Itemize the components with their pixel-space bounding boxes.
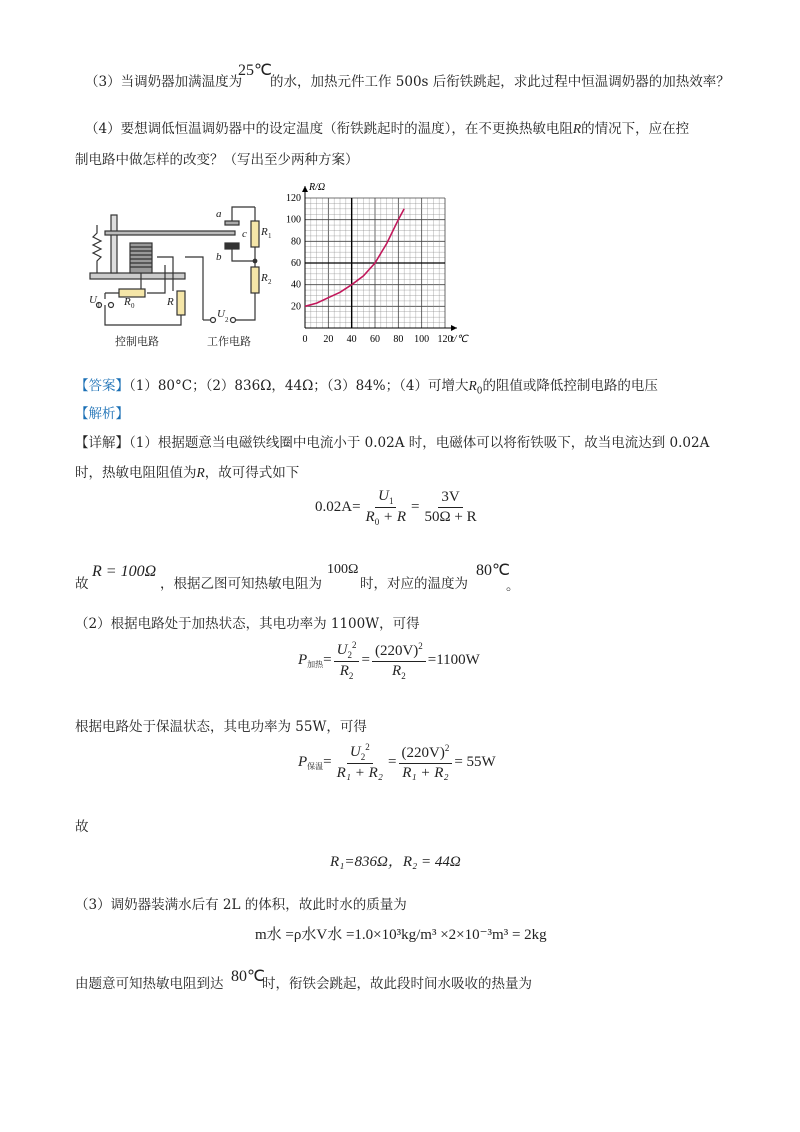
y-tick-label: 100 (286, 214, 301, 226)
label-r2: R (261, 272, 268, 284)
eq1-den1a: R (365, 509, 375, 525)
caption-control-circuit: 控制电路 (115, 335, 159, 348)
part-3-text: （3）调奶器装满水后有 2L 的体积，故此时水的质量为 (75, 897, 407, 913)
detail-tag: 【详解】 (75, 435, 129, 451)
x-tick-label: 20 (323, 334, 334, 345)
y-axis-arrow (302, 186, 308, 192)
analysis-tag: 【解析】 (75, 406, 129, 422)
q4-var-r: R (572, 121, 582, 136)
eq2-result: =1100W (427, 652, 480, 668)
eq2-p: P (298, 652, 308, 668)
x-tick-label: 60 (370, 334, 380, 345)
detail-text-2b: ，故可得式如下 (204, 465, 300, 481)
conclusion-1-temp: 80℃ (476, 562, 510, 579)
answer-line (75, 374, 658, 397)
eq4-r1: R₁=836Ω， (330, 854, 403, 870)
eq2-fraction-2: $\frac{(220V)^2}{R_2}$ (372, 641, 426, 681)
conclusion-1-mid2: 时，对应的温度为 (360, 576, 468, 592)
q3-rest: 的水，加热元件工作 500s 后衔铁跳起，求此过程中恒温调奶器的加热效率？ (270, 74, 730, 90)
label-r: R (167, 296, 174, 308)
part-2-text: （2）根据电路处于加热状态，其电功率为 1100W，可得 (75, 616, 420, 632)
gu-text: 故 (75, 819, 89, 835)
eq1-num1: U (378, 488, 389, 504)
detail-text-1: （1）根据题意当电磁铁线圈中电流小于 0.02A 时，电磁体可以将衔铁吸下，故当电流达到 0.02A (129, 435, 710, 451)
equation-2 (298, 640, 480, 681)
spring-icon (93, 225, 101, 273)
eq2-num2: (220V) (374, 642, 419, 659)
label-r2-sub: 2 (268, 278, 272, 286)
eq1-lhs: 0.02A= (315, 499, 361, 515)
eq1-fraction-1 (363, 488, 409, 527)
eq1-num2: 3V (438, 489, 462, 508)
detail-line1 (75, 431, 709, 451)
eq3-num1-sub: 2 (360, 752, 366, 762)
detail-text-2a: 时，热敏电阻阻值为 (75, 465, 197, 481)
label-u2: U (217, 308, 225, 320)
eq2-den1: R (339, 663, 349, 679)
q3-temperature: 25℃ (238, 62, 272, 79)
conclusion-1-end: 。 (506, 578, 520, 594)
question-4-line1 (85, 117, 689, 137)
q4-text-a: （4）要想调低恒温调奶器中的设定温度（衔铁跳起时的温度），在不更换热敏电阻 (85, 121, 573, 137)
eq3-num1: U (349, 744, 361, 760)
eq3-den1: R₁ + R₂ (336, 765, 384, 781)
question-3 (85, 70, 242, 90)
eq1-den1-sub: 0 (374, 517, 380, 527)
last-line-pre: 由题意可知热敏电阻到达 (75, 976, 224, 992)
label-b: b (216, 251, 222, 263)
y-axis-label: R/Ω (309, 182, 326, 193)
y-tick-label: 20 (291, 301, 301, 313)
x-axis-arrow (451, 325, 457, 331)
eq1-den2: 50Ω + R (424, 509, 477, 525)
eq1-den1b: + R (379, 509, 407, 525)
label-r1-sub: 1 (268, 232, 272, 240)
x-tick-label: 100 (414, 334, 430, 345)
conclusion-1-val: 100Ω (327, 562, 359, 577)
eq3-p: P (298, 753, 308, 770)
eq2-num1: U (336, 642, 348, 658)
y-tick-label: 120 (286, 193, 301, 204)
circuit-diagram (85, 195, 295, 355)
label-a: a (216, 208, 222, 220)
resistance-temperature-chart (280, 180, 480, 355)
eq3-num2: (220V) (401, 744, 445, 761)
equation-1 (315, 488, 482, 527)
answer-text: （1）80°C；（2）836Ω，44Ω；（3）84%；（4）可增大 (129, 378, 469, 394)
answer-var-sub: 0 (476, 386, 483, 397)
eq2-fraction-1: $\frac{U_2^2}{R_2}$ (334, 640, 360, 681)
equation-3: P $_{保温}$ = $\frac{U_2^2}{\text{R₁ + R₂}}$ = $\frac{(220V)^2}{\text{R₁ + R₂}}$ = 55W (298, 742, 496, 781)
eq1-num1-sub: 1 (388, 496, 394, 506)
equation-5: m水 =ρ水V水 =1.0×10³kg/m³ ×2×10⁻³m³ = 2kg (255, 927, 547, 943)
answer-var: R (468, 378, 477, 393)
x-tick-label: 120 (437, 334, 453, 345)
eq4-r2: R₂ = 44Ω (402, 854, 461, 870)
caption-work-circuit: 工作电路 (207, 335, 251, 348)
eq2-den2: R (392, 662, 402, 679)
x-tick-label: 80 (393, 334, 404, 345)
x-axis-label: t/℃ (451, 334, 468, 345)
eq3-p-sub: 保温 (307, 761, 324, 771)
eq2-p-sub: 加热 (307, 660, 324, 669)
q4-text-b: 的情况下，应在控 (581, 121, 690, 137)
label-c: c (242, 228, 247, 240)
label-u1: U (89, 294, 97, 306)
equation-4 (330, 850, 461, 871)
question-4-line2: 制电路中做怎样的改变？（写出至少两种方案） (75, 152, 359, 168)
detail-var-r: R (196, 465, 205, 480)
conclusion-1-mid: ，根据乙图可知热敏电阻为 (160, 576, 322, 592)
answer-text-2: 的阻值或降低控制电路的电压 (482, 378, 658, 394)
eq1-fraction-2 (421, 489, 479, 526)
eq3-fraction-2: $\frac{(220V)^2}{\text{R₁ + R₂}}$ (399, 743, 453, 782)
label-r0-sub: 0 (131, 302, 135, 310)
eq2-den1-sub: 2 (348, 671, 354, 681)
y-tick-label: 40 (291, 279, 301, 291)
y-tick-label: 60 (291, 258, 301, 269)
eq2-eq2: = (361, 652, 370, 668)
label-r0: R (124, 296, 131, 308)
eq1-equals: = (411, 499, 420, 515)
answer-tag: 【答案】 (75, 378, 129, 394)
eq3-fraction-1: $\frac{U_2^2}{\text{R₁ + R₂}}$ (334, 742, 386, 782)
conclusion-1-pre: 故 (75, 576, 89, 592)
x-tick-label: 40 (346, 334, 357, 345)
eq2-num1-sub: 2 (347, 650, 352, 660)
eq2-eq1: = (323, 652, 332, 668)
conclusion-1-math: R = 100Ω (92, 563, 157, 580)
x-tick-label: 0 (302, 334, 308, 345)
q3-label: （3）当调奶器加满温度为 (85, 74, 243, 90)
last-line-temp: 80℃ (231, 968, 265, 985)
y-tick-label: 80 (291, 236, 301, 248)
eq3-den2: R₁ + R₂ (402, 764, 449, 781)
label-r1: R (261, 226, 268, 238)
last-line-post: 时，衔铁会跳起，故此段时间水吸收的热量为 (262, 976, 532, 992)
eq3-result: = 55W (454, 753, 496, 770)
detail-line2 (75, 461, 299, 481)
label-u1-sub: 1 (97, 302, 101, 310)
label-u2-sub: 2 (225, 316, 229, 324)
eq2-den2-sub: 2 (401, 670, 406, 681)
part-2b-text: 根据电路处于保温状态，其电功率为 55W，可得 (75, 719, 367, 735)
